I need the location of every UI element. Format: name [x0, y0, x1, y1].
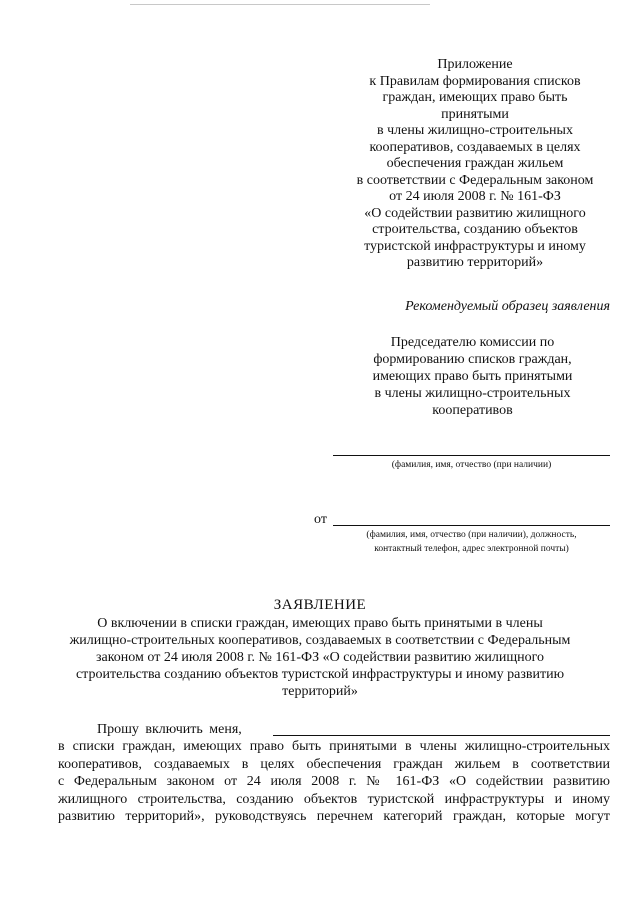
body-line: в списки граждан, имеющих право быть принятыми в члены жилищно-строительных	[58, 739, 610, 754]
name-fill-caption: (фамилия, имя, отчество (при наличии)	[391, 460, 552, 470]
from-fill-line[interactable]	[333, 525, 610, 526]
addressee-line: Председателю комиссии по	[390, 335, 555, 350]
appendix-line: от 24 июля 2008 г. № 161-ФЗ	[389, 189, 561, 204]
body-line: жилищного строительства, созданию объектов туристской инфраструктуры и иному	[58, 791, 610, 807]
addressee-block	[335, 334, 610, 419]
subtitle-line: законом от 24 июля 2008 г. № 161-ФЗ «О содействии развитию жилищного	[95, 650, 545, 665]
from-label: от	[314, 512, 327, 527]
name-fill-line[interactable]	[333, 455, 610, 456]
top-rule	[130, 4, 430, 5]
appendix-line: кооперативов, создаваемых в целях	[369, 139, 581, 155]
appendix-line: туристской инфраструктуры и иному	[364, 238, 586, 254]
recommended-sample-label: Рекомендуемый образец заявления	[405, 299, 610, 314]
statement-body	[58, 738, 610, 826]
appendix-line: в соответствии с Федеральным законом	[356, 172, 594, 188]
subtitle-line: строительства созданию объектов туристской инфраструктуры и иному развитию	[75, 667, 565, 682]
appendix-line: развитию территорий»	[406, 255, 544, 270]
from-fill-caption	[333, 528, 610, 556]
request-fill-line[interactable]	[273, 735, 610, 736]
from-caption-line: (фамилия, имя, отчество (при наличии), должность,	[366, 530, 577, 540]
subtitle-line: территорий»	[282, 684, 358, 699]
appendix-line: «О содействии развитию жилищного	[364, 205, 586, 221]
addressee-line: кооперативов	[432, 403, 513, 418]
appendix-line: Приложение	[437, 57, 513, 72]
body-line: с Федеральным законом от 24 июля 2008 г. № 161-ФЗ «О содействии развитию	[58, 774, 610, 789]
body-line: развитию территорий», руководствуясь перечнем категорий граждан, которые могут	[58, 809, 610, 824]
body-line: кооперативов, создаваемых в целях обеспечения граждан жильем в соответствии	[58, 756, 610, 772]
appendix-line: к Правилам формирования списков	[369, 73, 581, 89]
statement-title: ЗАЯВЛЕНИЕ	[273, 597, 367, 613]
appendix-line: обеспечения граждан жильем	[386, 156, 564, 171]
appendix-line: граждан, имеющих право быть	[382, 90, 568, 105]
appendix-line: строительства, созданию объектов	[372, 222, 578, 237]
from-caption-line: контактный телефон, адрес электронной почты)	[374, 544, 569, 554]
subtitle-line: жилищно-строительных кооперативов, создаваемых в соответствии с Федеральным	[69, 633, 571, 648]
addressee-line: в члены жилищно-строительных	[374, 386, 571, 401]
request-lead: Прошу включить меня,	[97, 722, 242, 737]
appendix-header	[330, 57, 620, 272]
appendix-line: в члены жилищно-строительных	[377, 123, 573, 138]
statement-subtitle	[30, 615, 610, 700]
addressee-line: имеющих право быть принятыми	[372, 369, 573, 384]
subtitle-line: О включении в списки граждан, имеющих право быть принятыми в члены	[97, 616, 543, 631]
appendix-line: принятыми	[441, 106, 509, 122]
addressee-line: формированию списков граждан,	[373, 352, 572, 367]
